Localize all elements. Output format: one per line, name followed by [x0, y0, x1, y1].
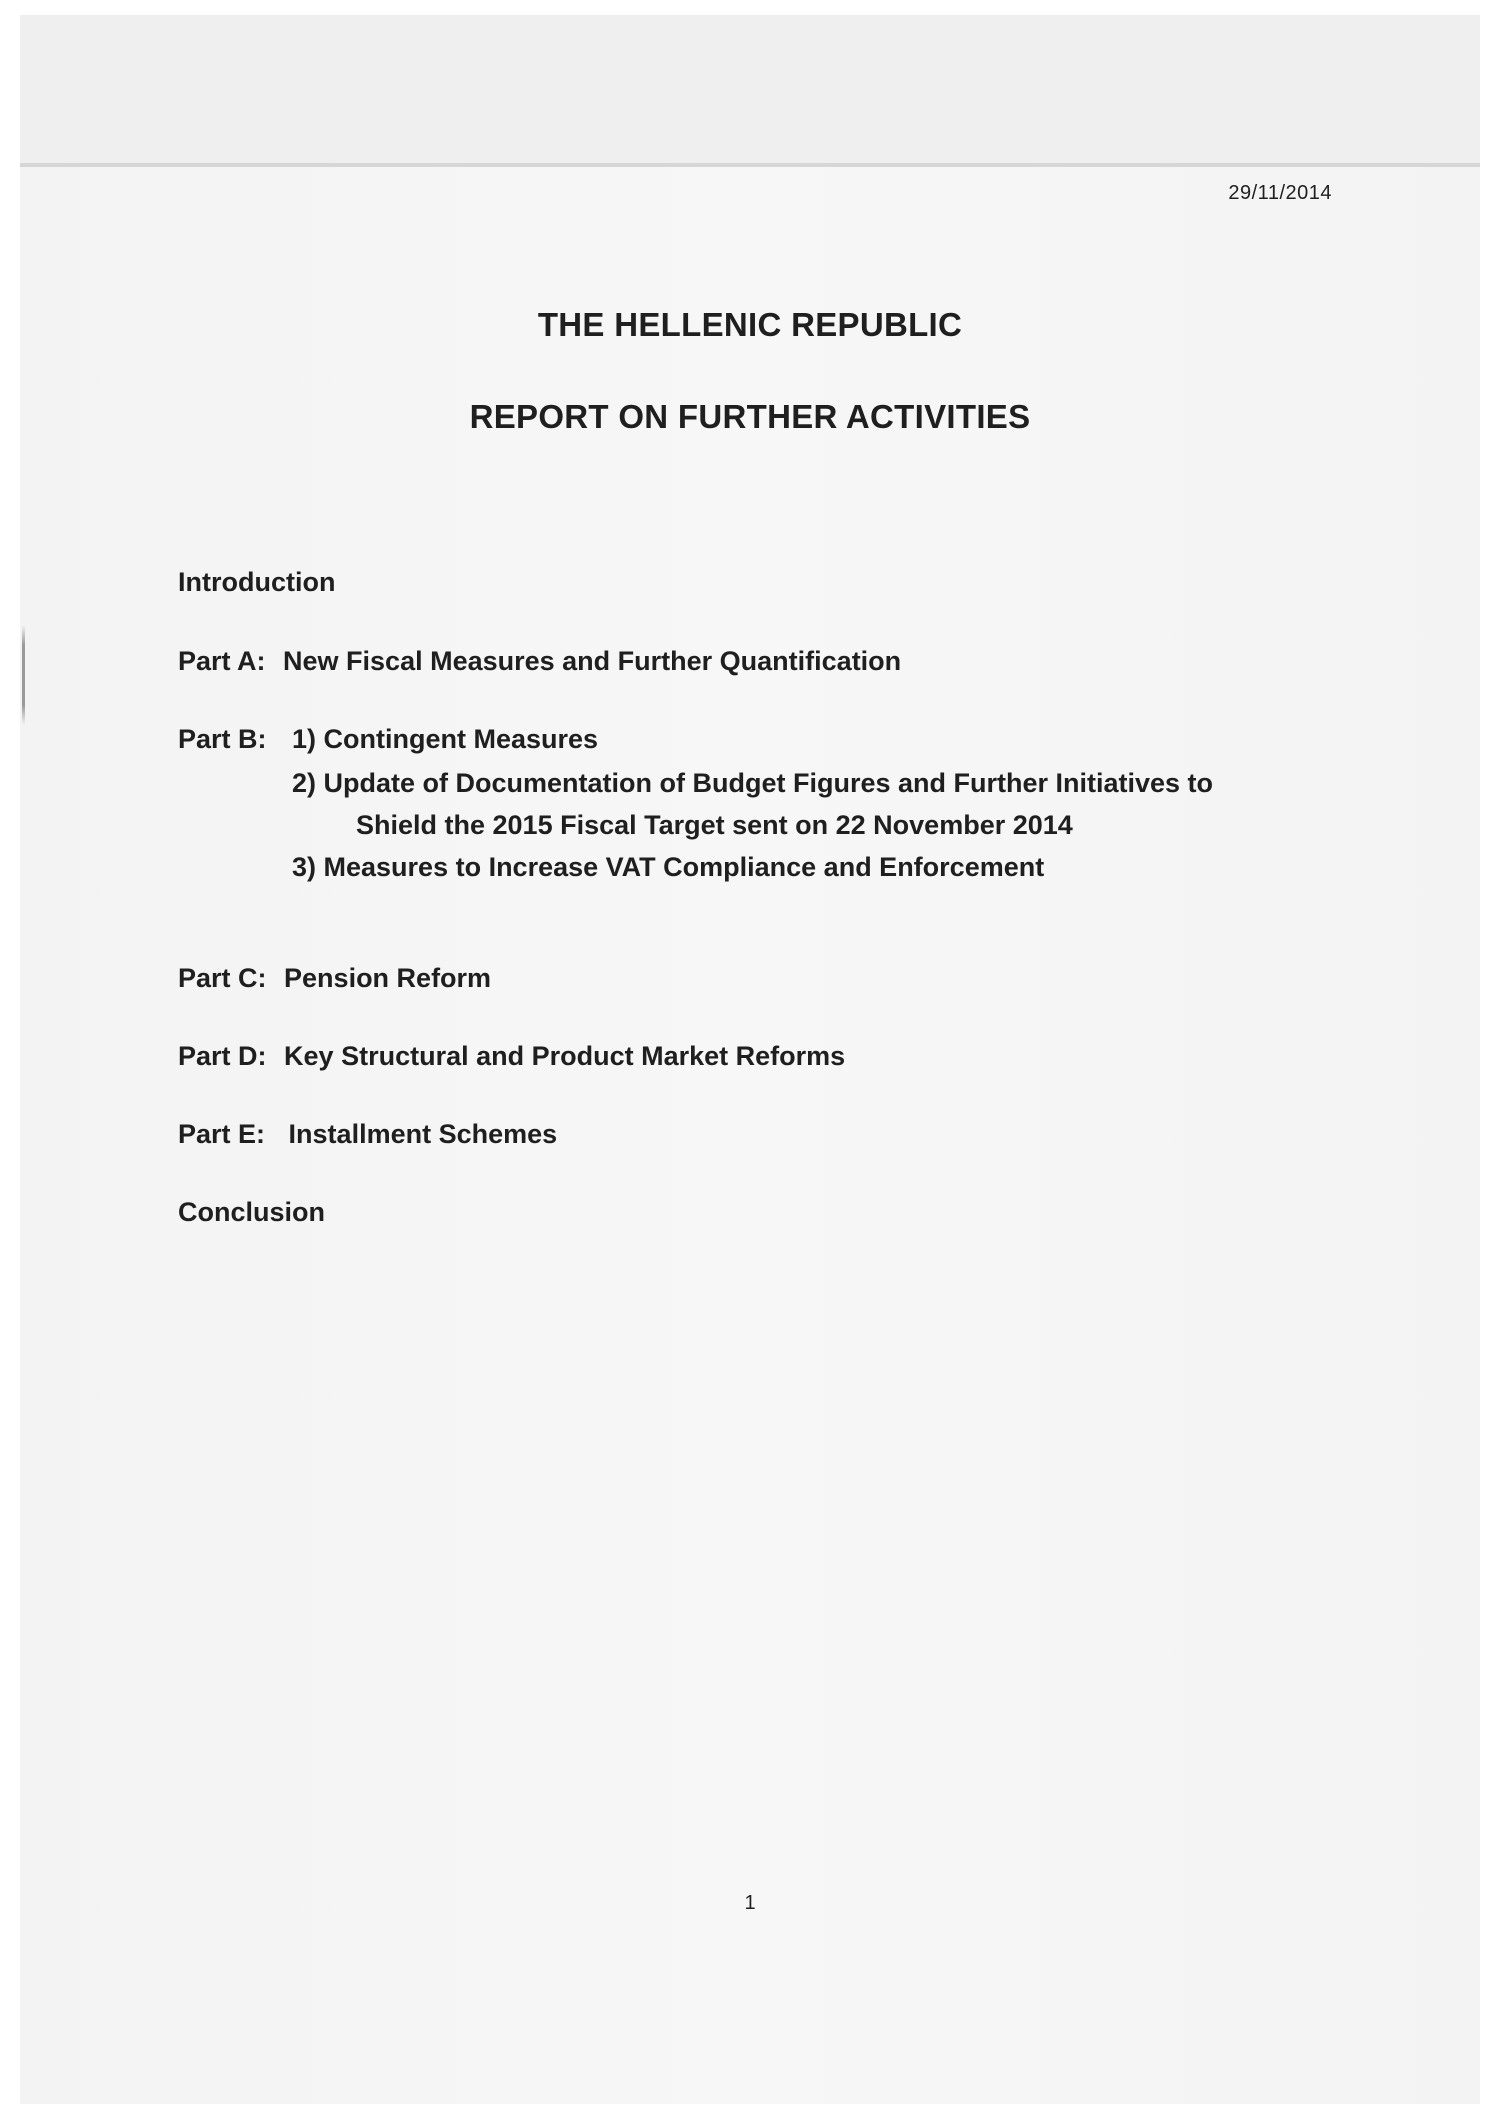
document-date: 29/11/2014	[1228, 182, 1332, 204]
toc-introduction: Introduction	[178, 567, 336, 597]
scan-header-strip	[20, 15, 1480, 165]
toc-part-a-label: Part A:	[178, 646, 266, 676]
document-title-report: REPORT ON FURTHER ACTIVITIES	[469, 398, 1031, 435]
toc-part-c	[178, 963, 491, 994]
document-title-country: THE HELLENIC REPUBLIC	[537, 306, 963, 343]
toc-part-c-label: Part C:	[178, 963, 267, 993]
toc-part-c-title: Pension Reform	[284, 963, 492, 993]
toc-part-b-item-1: 1) Contingent Measures	[292, 724, 599, 754]
toc-part-e-title: Installment Schemes	[288, 1119, 558, 1149]
toc-part-e-label: Part E:	[178, 1119, 266, 1149]
toc-part-d-label: Part D:	[178, 1041, 267, 1071]
toc-part-e	[178, 1119, 557, 1150]
page-number: 1	[744, 1892, 756, 1914]
toc-part-b-item-2: 2) Update of Documentation of Budget Figures and Further Initiatives to	[292, 768, 1214, 798]
toc-part-d	[178, 1041, 845, 1072]
toc-part-d-title: Key Structural and Product Market Reforms	[284, 1041, 846, 1071]
toc-conclusion: Conclusion	[178, 1197, 325, 1227]
toc-part-b-item-3: 3) Measures to Increase VAT Compliance and Enforcement	[292, 852, 1045, 882]
header-divider	[20, 163, 1480, 167]
toc-part-b	[178, 724, 267, 755]
toc-part-a	[178, 646, 901, 677]
toc-part-b-item-2-continuation: Shield the 2015 Fiscal Target sent on 22 November 2014	[356, 810, 1073, 840]
toc-part-a-title: New Fiscal Measures and Further Quantification	[283, 646, 902, 676]
toc-part-b-label: Part B:	[178, 724, 267, 754]
scan-edge-mark	[22, 625, 25, 725]
